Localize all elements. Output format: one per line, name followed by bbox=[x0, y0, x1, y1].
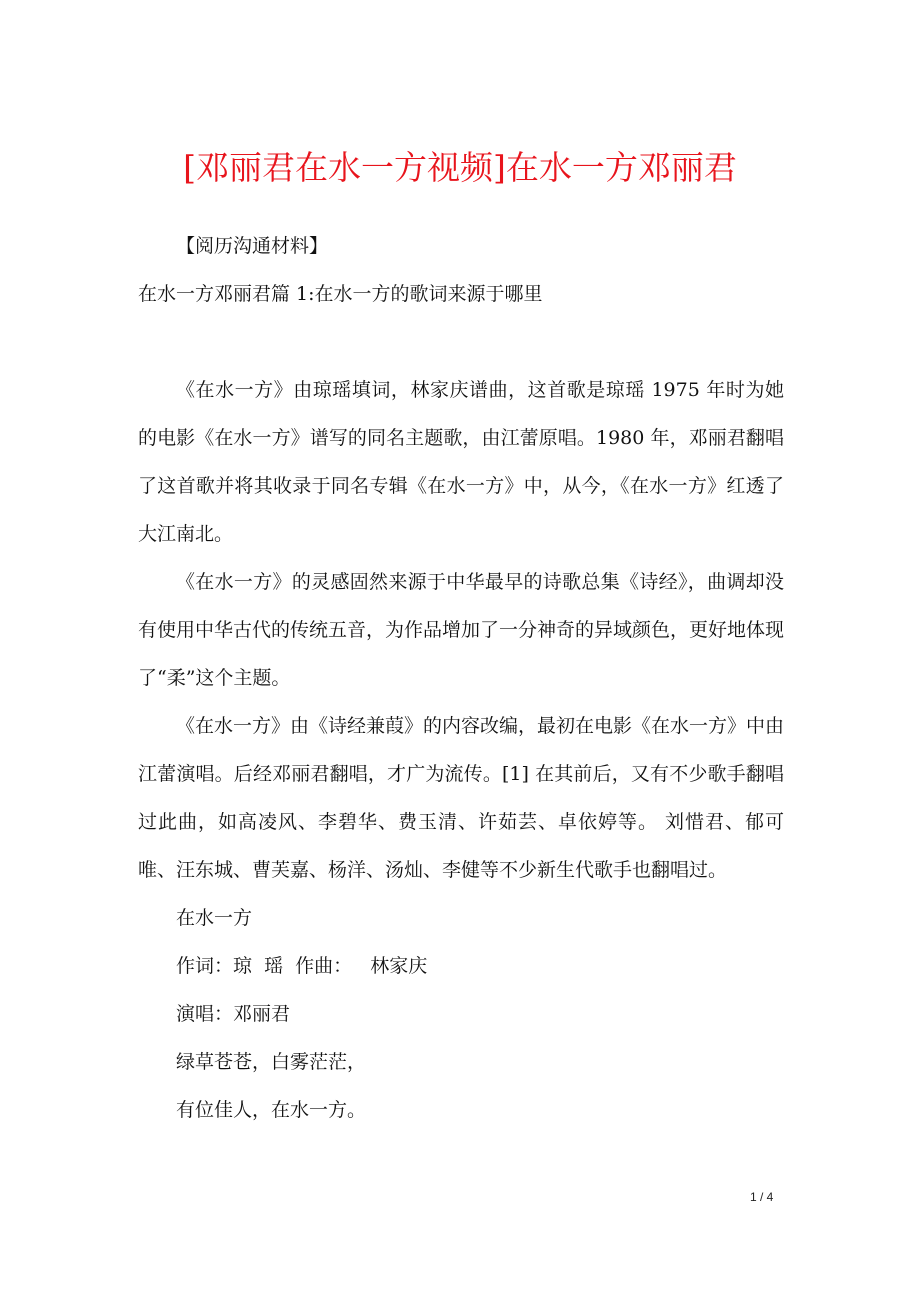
page-number: 1 / 4 bbox=[750, 1190, 774, 1204]
paragraph-2: 《在水一方》的灵感固然来源于中华最早的诗歌总集《诗经》，曲调却没有使用中华古代的传统五音，为作品增加了一分神奇的异域颜色，更好地体现了“柔”这个主题。 bbox=[138, 571, 785, 689]
lyric-line: 绿草苍苍，白雾茫茫， bbox=[176, 1051, 367, 1073]
section-subtitle: 在水一方邓丽君篇 1:在水一方的歌词来源于哪里 bbox=[138, 283, 543, 305]
lyric-line: 有位佳人，在水一方。 bbox=[176, 1099, 367, 1121]
paragraph-3: 《在水一方》由《诗经兼葭》的内容改编，最初在电影《在水一方》中由江蕾演唱。后经邓丽君翻唱，才广为流传。[1] 在其前后，又有不少歌手翻唱过此曲，如高凌风、李碧华、费玉清、许茹芸、卓依婷等。 刘惜君、郁可唯、汪东城、曹芙嘉、杨洋、汤灿、李健等不少新生代歌手也翻唱过。 bbox=[138, 715, 785, 881]
song-credits: 作词：琼 瑶 作曲： 林家庆 bbox=[176, 955, 428, 977]
paragraph-1: 《在水一方》由琼瑶填词，林家庆谱曲，这首歌是琼瑶 1975 年时为她的电影《在水一方》谱写的同名主题歌，由江蕾原唱。1980 年，邓丽君翻唱了这首歌并将其收录于同名专辑《在水一方》中，从今，《在水一方》红透了大江南北。 bbox=[138, 379, 784, 545]
song-name: 在水一方 bbox=[176, 907, 253, 929]
document-body bbox=[138, 222, 784, 1134]
song-singer: 演唱：邓丽君 bbox=[176, 1003, 291, 1025]
blank-line bbox=[138, 318, 784, 366]
page-title: [邓丽君在水一方视频]在水一方邓丽君 bbox=[183, 148, 737, 187]
category-label: 【阅历沟通材料】 bbox=[176, 235, 329, 257]
